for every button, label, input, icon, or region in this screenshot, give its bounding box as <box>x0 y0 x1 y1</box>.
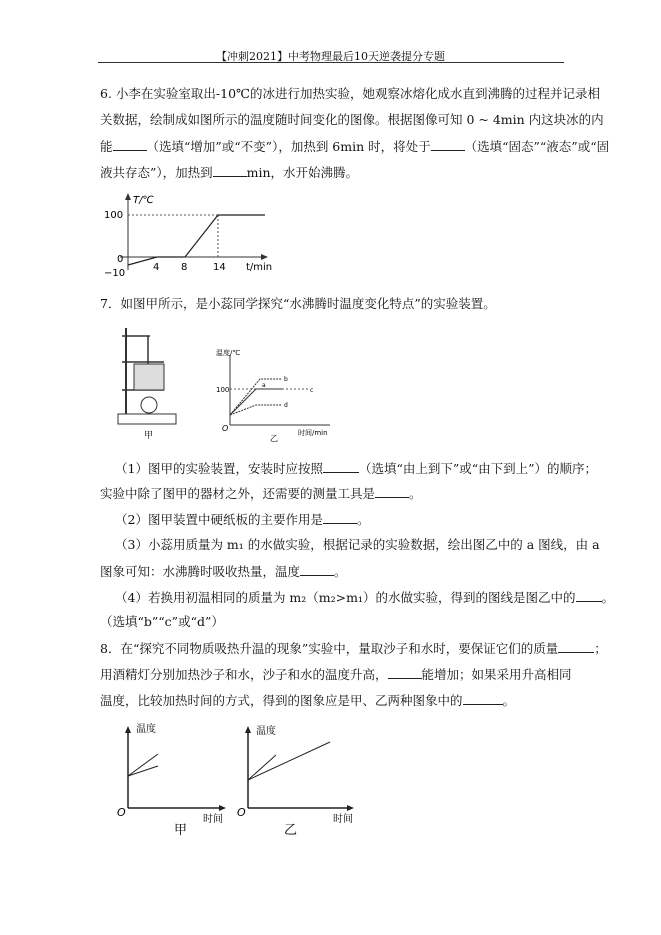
answer-blank[interactable] <box>213 164 247 177</box>
y-arrow <box>125 193 131 200</box>
x-arrow <box>347 805 354 811</box>
q8-line-1 <box>100 640 607 657</box>
q6-text: （选填“增加”或“不变”），加热到 6min 时，将处于 <box>146 139 431 154</box>
graph-caption: 甲 <box>174 823 188 838</box>
y-axis-label: 温度 <box>136 724 156 735</box>
q6-line-2: 关数据，绘制成如图所示的温度随时间变化的图像。根据图像可知 0 ~ 4min 内这块冰的内 <box>100 112 604 127</box>
answer-blank[interactable] <box>463 692 503 705</box>
q8-line-2 <box>100 666 572 683</box>
q7-text: 。 <box>356 512 370 527</box>
q7-text: （1）图甲的实验装置，安装时应按照 <box>115 461 323 476</box>
q6-line-4 <box>100 164 358 181</box>
answer-blank[interactable] <box>431 138 465 151</box>
tick-x-14: 14 <box>213 262 226 273</box>
x-axis-label: 时间/min <box>298 429 328 437</box>
beaker <box>134 364 164 390</box>
q7-graph-yi <box>210 343 340 443</box>
q8-graph-jia <box>110 720 230 840</box>
answer-blank[interactable] <box>576 589 602 602</box>
line-label-b: b <box>284 376 288 383</box>
q7-text: 。 <box>409 486 422 501</box>
origin: O <box>117 806 126 819</box>
q7-text: （2）图甲装置中硬纸板的主要作用是 <box>115 512 323 527</box>
x-axis-label: 时间 <box>333 814 353 825</box>
line-label-d: d <box>284 402 288 409</box>
q6-graph <box>100 190 280 280</box>
sand-line <box>248 755 276 780</box>
tick-x-8: 8 <box>181 262 188 273</box>
answer-blank[interactable] <box>323 460 359 473</box>
burner <box>141 397 157 413</box>
tick-100: 100 <box>216 386 230 394</box>
q8-line-3 <box>100 692 515 709</box>
q7-text: 。 <box>334 564 347 579</box>
q8-text: 。 <box>502 693 516 708</box>
q7-text: 图象可知：水沸腾时吸收热量，温度 <box>100 564 301 579</box>
q6-text: min，水开始沸腾。 <box>246 165 359 180</box>
answer-blank[interactable] <box>558 640 594 653</box>
q6-text: （选填“固态”“液态”或“固 <box>464 139 610 154</box>
page-header: 【冲刺2021】中考物理最后10天逆袭提分专题 <box>216 50 445 63</box>
line-a <box>230 389 282 415</box>
x-arrow <box>261 254 268 260</box>
origin: O <box>222 424 229 433</box>
answer-blank[interactable] <box>375 485 409 498</box>
q8-text: 8．在“探究不同物质吸热升温的现象”实验中，量取沙子和水时，要保证它们的质量 <box>100 641 559 656</box>
q7-p1-line-2 <box>100 485 422 502</box>
x-axis-label: 时间 <box>203 814 223 825</box>
figure-caption-jia: 甲 <box>144 431 154 440</box>
line-label-c: c <box>310 387 314 394</box>
y-axis-label: T/℃ <box>133 195 154 206</box>
q7-text: 实验中除了图甲的器材之外，还需要的测量工具是 <box>100 486 376 501</box>
q8-text: 能增加；如果采用升高相同 <box>421 667 572 682</box>
q7-p2 <box>115 511 369 528</box>
y-axis-label: 温度 <box>256 726 276 737</box>
y-axis-label: 温度/℃ <box>216 349 241 357</box>
q6-line-1: 6. 小李在实验室取出-10℃的冰进行加热实验，她观察冰熔化成水直到沸腾的过程并记录相 <box>100 86 601 101</box>
answer-blank[interactable] <box>323 511 357 524</box>
q7-p4-line-2: （选填“b”“c”或“d”） <box>100 614 224 629</box>
y-arrow <box>245 726 251 733</box>
answer-blank[interactable] <box>300 563 334 576</box>
figure-caption-yi: 乙 <box>270 434 278 443</box>
x-arrow <box>219 805 226 811</box>
line-label-a: a <box>262 382 266 389</box>
q7-text: （4）若换用初温相同的质量为 m₂（m₂>m₁）的水做实验，得到的图线是图乙中的 <box>115 590 576 605</box>
q6-text: 能 <box>100 139 113 154</box>
tick-x-4: 4 <box>153 262 160 273</box>
q8-text: ； <box>594 641 607 656</box>
line-b <box>230 379 282 415</box>
q7-text: （选填“由上到下”或“由下到上”）的顺序； <box>358 461 598 476</box>
origin: O <box>237 806 246 819</box>
q7-text: 。 <box>601 590 615 605</box>
tick-y-100: 100 <box>104 210 124 221</box>
y-arrow <box>125 726 131 733</box>
q6-text: 液共存态”），加热到 <box>100 165 213 180</box>
apparatus-figure <box>112 322 182 440</box>
q7-p4-line-1 <box>115 589 614 606</box>
x-axis-label: t/min <box>246 262 273 273</box>
q8-text: 温度，比较加热时间的方式，得到的图象应是甲、乙两种图象中的 <box>100 693 463 708</box>
header-rule <box>98 62 564 63</box>
q6-line-3 <box>100 138 609 155</box>
tick-y-minus10: −10 <box>104 268 126 279</box>
stand-base <box>118 414 176 424</box>
q8-text: 用酒精灯分别加热沙子和水，沙子和水的温度升高， <box>100 667 388 682</box>
water-line <box>248 742 330 780</box>
q7-line-1: 7．如图甲所示，是小蕊同学探究“水沸腾时温度变化特点”的实验装置。 <box>100 296 496 311</box>
q7-p1-line-1 <box>115 460 597 477</box>
q7-p3-line-1: （3）小蕊用质量为 m₁ 的水做实验，根据记录的实验数据，绘出图乙中的 a 图线，由 a <box>115 537 600 552</box>
sand-line <box>128 754 158 776</box>
graph-caption: 乙 <box>284 823 298 838</box>
answer-blank[interactable] <box>113 138 147 151</box>
answer-blank[interactable] <box>388 666 422 679</box>
tick-y-0: 0 <box>117 254 124 265</box>
water-line <box>128 766 158 776</box>
q7-p3-line-2 <box>100 563 347 580</box>
q8-graph-yi <box>230 720 360 840</box>
